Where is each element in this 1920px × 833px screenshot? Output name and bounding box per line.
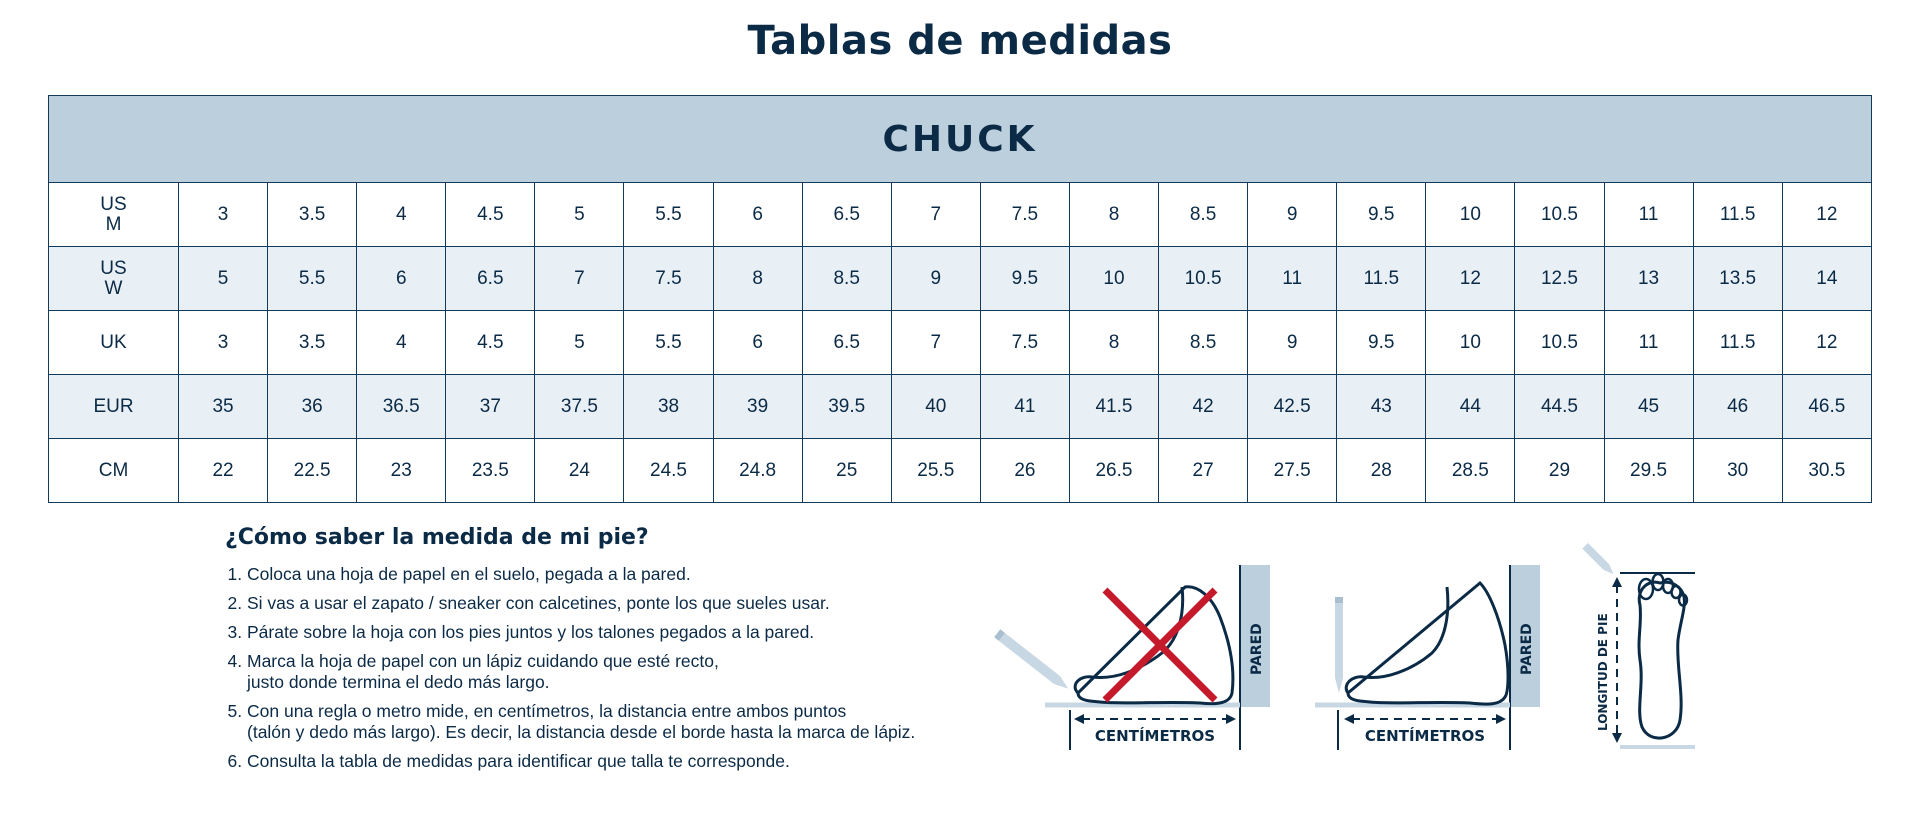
- correct-measure-diagram: [1300, 545, 1560, 760]
- size-cell: 27.5: [1248, 439, 1337, 503]
- size-cell: 7: [891, 183, 980, 247]
- size-cell: 38: [624, 375, 713, 439]
- size-cell: 26.5: [1069, 439, 1158, 503]
- step-item: [247, 651, 985, 693]
- size-cell: 42: [1159, 375, 1248, 439]
- size-cell: 13: [1604, 247, 1693, 311]
- size-cell: 6.5: [446, 247, 535, 311]
- row-label: US W: [49, 247, 179, 311]
- size-cell: 23: [357, 439, 446, 503]
- size-cell: 11.5: [1693, 183, 1782, 247]
- size-cell: 9: [1248, 183, 1337, 247]
- size-cell: 11: [1248, 247, 1337, 311]
- length-label: LONGITUD DE PIE: [1596, 613, 1610, 731]
- step-text: 2. Si vas a usar el zapato / sneaker con calcetines, ponte los que sueles usar.: [247, 593, 830, 613]
- size-row: [49, 439, 1872, 503]
- size-cell: 29: [1515, 439, 1604, 503]
- size-cell: 4.5: [446, 311, 535, 375]
- size-cell: 14: [1782, 247, 1871, 311]
- size-row: [49, 247, 1872, 311]
- size-cell: 6.5: [802, 311, 891, 375]
- size-cell: 11.5: [1337, 247, 1426, 311]
- incorrect-measure-diagram: [990, 545, 1280, 760]
- size-cell: 45: [1604, 375, 1693, 439]
- size-cell: 6: [357, 247, 446, 311]
- size-cell: 24.5: [624, 439, 713, 503]
- step-item: [247, 564, 985, 585]
- size-cell: 23.5: [446, 439, 535, 503]
- measure-label: CENTÍMETROS: [1364, 727, 1486, 745]
- size-cell: 25.5: [891, 439, 980, 503]
- pencil-icon: [1582, 543, 1616, 577]
- size-cell: 6: [713, 311, 802, 375]
- size-cell: 7.5: [980, 311, 1069, 375]
- size-cell: 9: [1248, 311, 1337, 375]
- foot-sole-outline: [1639, 582, 1684, 738]
- size-cell: 36.5: [357, 375, 446, 439]
- size-cell: 30: [1693, 439, 1782, 503]
- size-cell: 41.5: [1069, 375, 1158, 439]
- size-cell: 35: [179, 375, 268, 439]
- size-cell: 12: [1782, 311, 1871, 375]
- size-cell: 46.5: [1782, 375, 1871, 439]
- size-cell: 37.5: [535, 375, 624, 439]
- size-cell: 39.5: [802, 375, 891, 439]
- size-cell: 8.5: [802, 247, 891, 311]
- step-item: [247, 622, 985, 643]
- size-cell: 10.5: [1515, 311, 1604, 375]
- step-item: [247, 701, 985, 743]
- size-cell: 10: [1426, 183, 1515, 247]
- size-cell: 12.5: [1515, 247, 1604, 311]
- step-text: 6. Consulta la tabla de medidas para identificar que talla te corresponde.: [247, 751, 790, 771]
- wall-label: PARED: [1249, 623, 1265, 675]
- size-cell: 36: [268, 375, 357, 439]
- size-cell: 7: [535, 247, 624, 311]
- foot-length-diagram: [1580, 535, 1710, 760]
- step-item: [247, 593, 985, 614]
- size-cell: 3.5: [268, 183, 357, 247]
- size-cell: 5.5: [624, 311, 713, 375]
- size-cell: 12: [1782, 183, 1871, 247]
- step-text: justo donde termina el dedo más largo.: [247, 672, 550, 692]
- size-cell: 22.5: [268, 439, 357, 503]
- foot-outline: [1346, 583, 1508, 704]
- size-cell: 7.5: [624, 247, 713, 311]
- size-cell: 3: [179, 183, 268, 247]
- size-cell: 22: [179, 439, 268, 503]
- steps-list: [225, 564, 985, 772]
- step-item: [247, 751, 985, 772]
- size-cell: 4: [357, 183, 446, 247]
- step-text: (talón y dedo más largo). Es decir, la distancia desde el borde hasta la marca de lápiz.: [247, 722, 916, 742]
- size-cell: 11: [1604, 183, 1693, 247]
- size-cell: 3: [179, 311, 268, 375]
- size-cell: 9.5: [980, 247, 1069, 311]
- row-label: CM: [49, 439, 179, 503]
- step-text: 5. Con una regla o metro mide, en centímetros, la distancia entre ambos puntos: [247, 701, 847, 721]
- step-text: 4. Marca la hoja de papel con un lápiz cuidando que esté recto,: [247, 651, 719, 671]
- size-cell: 7: [891, 311, 980, 375]
- brand-row: [49, 96, 1872, 183]
- size-cell: 41: [980, 375, 1069, 439]
- size-cell: 25: [802, 439, 891, 503]
- size-cell: 29.5: [1604, 439, 1693, 503]
- page-title: Tablas de medidas: [747, 18, 1173, 64]
- size-cell: 8.5: [1159, 311, 1248, 375]
- size-cell: 28: [1337, 439, 1426, 503]
- pencil-icon: [994, 629, 1071, 692]
- brand-header: CHUCK: [49, 96, 1872, 183]
- measure-label: CENTÍMETROS: [1094, 727, 1216, 745]
- size-cell: 5: [535, 311, 624, 375]
- size-cell: 5.5: [268, 247, 357, 311]
- size-cell: 46: [1693, 375, 1782, 439]
- size-cell: 30.5: [1782, 439, 1871, 503]
- wall-label: PARED: [1519, 623, 1535, 675]
- size-cell: 10: [1069, 247, 1158, 311]
- size-cell: 44.5: [1515, 375, 1604, 439]
- size-row: [49, 311, 1872, 375]
- size-cell: 40: [891, 375, 980, 439]
- row-label: UK: [49, 311, 179, 375]
- size-cell: 11: [1604, 311, 1693, 375]
- size-cell: 13.5: [1693, 247, 1782, 311]
- size-row: [49, 375, 1872, 439]
- size-cell: 10.5: [1515, 183, 1604, 247]
- size-cell: 5.5: [624, 183, 713, 247]
- step-text: 1. Coloca una hoja de papel en el suelo, pegada a la pared.: [247, 564, 691, 584]
- size-cell: 24.8: [713, 439, 802, 503]
- size-cell: 10.5: [1159, 247, 1248, 311]
- size-cell: 5: [535, 183, 624, 247]
- size-cell: 12: [1426, 247, 1515, 311]
- size-cell: 11.5: [1693, 311, 1782, 375]
- how-to-heading: ¿Cómo saber la medida de mi pie?: [225, 525, 649, 550]
- size-cell: 6.5: [802, 183, 891, 247]
- size-cell: 28.5: [1426, 439, 1515, 503]
- size-cell: 8: [1069, 183, 1158, 247]
- size-cell: 9: [891, 247, 980, 311]
- size-cell: 8: [713, 247, 802, 311]
- size-cell: 37: [446, 375, 535, 439]
- size-cell: 42.5: [1248, 375, 1337, 439]
- size-cell: 5: [179, 247, 268, 311]
- size-cell: 8: [1069, 311, 1158, 375]
- size-cell: 9.5: [1337, 183, 1426, 247]
- size-cell: 44: [1426, 375, 1515, 439]
- size-cell: 39: [713, 375, 802, 439]
- pencil-icon: [1335, 597, 1343, 693]
- step-text: 3. Párate sobre la hoja con los pies juntos y los talones pegados a la pared.: [247, 622, 815, 642]
- size-cell: 4.5: [446, 183, 535, 247]
- size-cell: 24: [535, 439, 624, 503]
- size-cell: 3.5: [268, 311, 357, 375]
- how-to-measure-section: [225, 525, 985, 780]
- size-chart-table: [48, 95, 1872, 503]
- size-cell: 4: [357, 311, 446, 375]
- foot-outline: [1075, 587, 1233, 704]
- size-cell: 9.5: [1337, 311, 1426, 375]
- size-cell: 43: [1337, 375, 1426, 439]
- size-cell: 7.5: [980, 183, 1069, 247]
- size-cell: 6: [713, 183, 802, 247]
- size-row: [49, 183, 1872, 247]
- size-cell: 27: [1159, 439, 1248, 503]
- size-cell: 26: [980, 439, 1069, 503]
- row-label: EUR: [49, 375, 179, 439]
- row-label: US M: [49, 183, 179, 247]
- size-cell: 10: [1426, 311, 1515, 375]
- size-cell: 8.5: [1159, 183, 1248, 247]
